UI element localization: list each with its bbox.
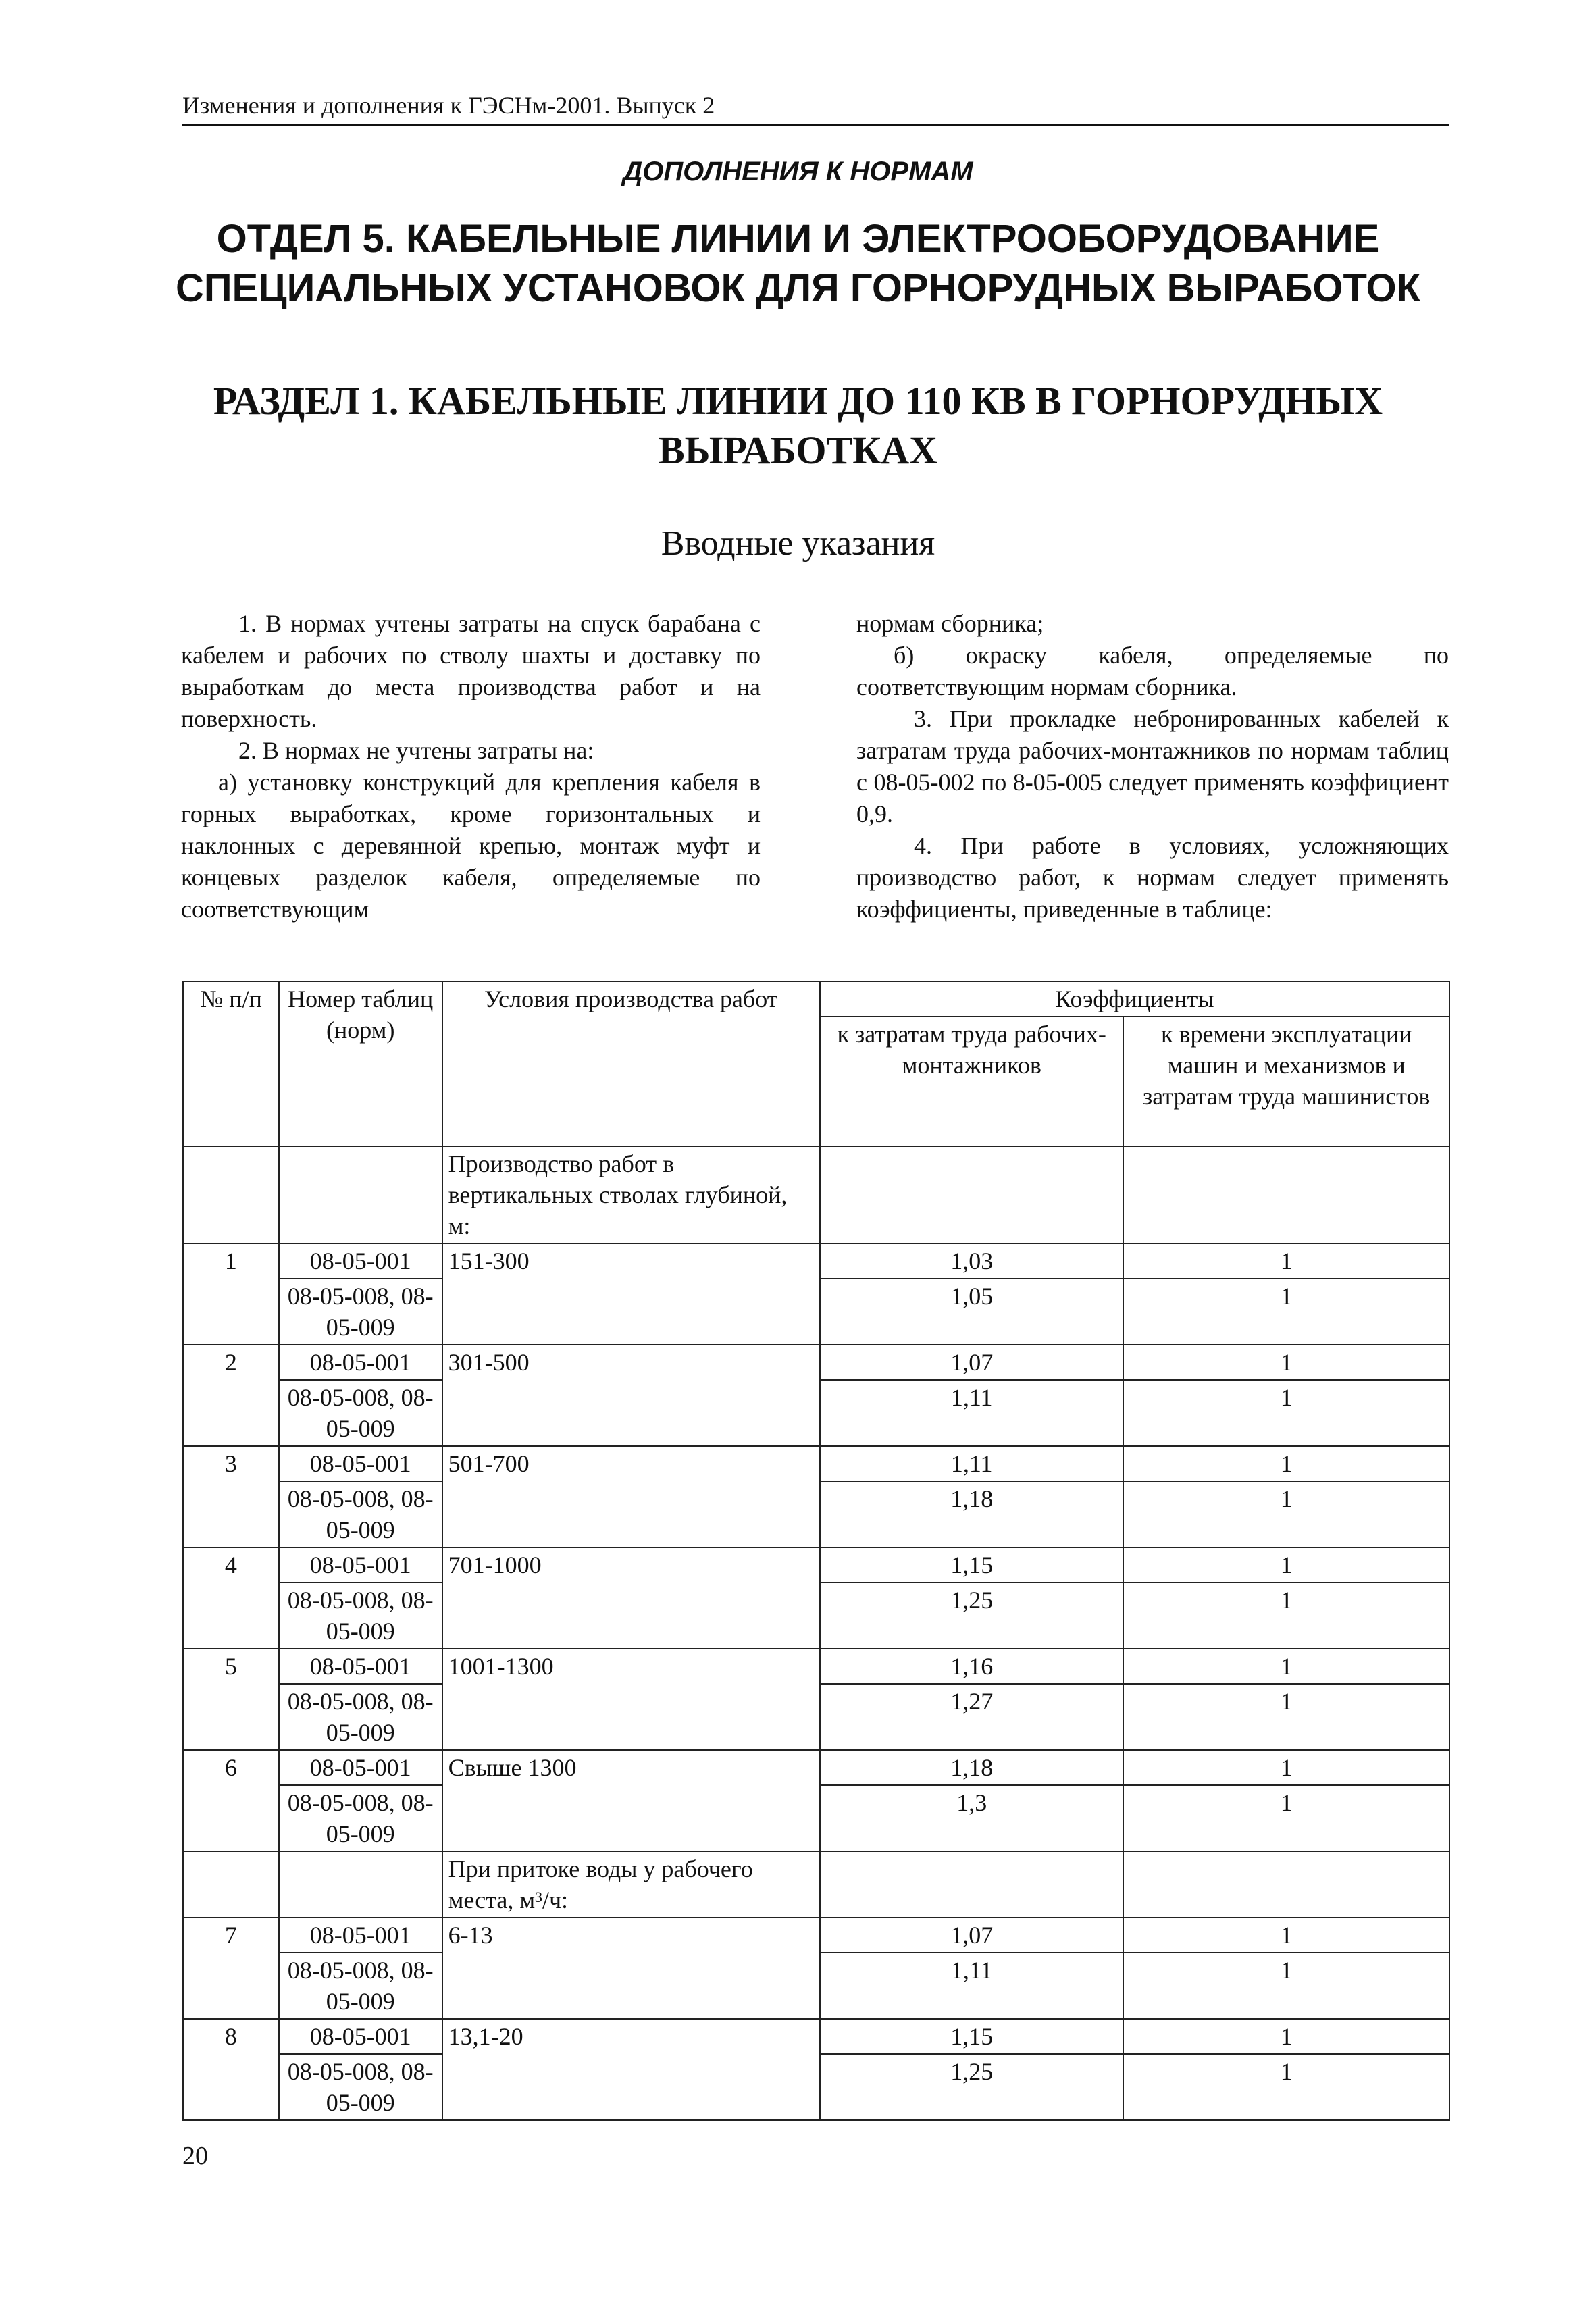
page-number: 20: [182, 2142, 208, 2170]
row-number: 4: [183, 1547, 279, 1649]
row-number: 7: [183, 1918, 279, 2019]
row-coef-machines: 1: [1123, 1345, 1449, 1380]
table-row: [183, 2019, 1449, 2054]
row-table-code: 08-05-001: [279, 2019, 442, 2054]
row-coef-labor: 1,18: [820, 1750, 1124, 1785]
row-number: 2: [183, 1345, 279, 1446]
row-table-code: 08-05-001: [279, 1918, 442, 1953]
section-title: [0, 377, 1596, 475]
row-coef-machines: 1: [1123, 2019, 1449, 2054]
row-coef-machines: 1: [1123, 1918, 1449, 1953]
row-condition: 6-13: [442, 1918, 820, 2019]
group-row: [183, 1851, 1449, 1918]
row-coef-labor: 1,25: [820, 2054, 1124, 2120]
row-table-code: 08-05-008, 08-05-009: [279, 1380, 442, 1446]
row-number: 8: [183, 2019, 279, 2120]
intro-paragraph-2a: а) установку конструкций для крепления кабеля в горных выработках, кроме горизонтальных и наклонных с деревянной крепью, монтаж муфт и концевых разделок кабеля, определяемые по соответствующим: [181, 769, 761, 923]
row-coef-labor: 1,27: [820, 1684, 1124, 1750]
row-coef-machines: 1: [1123, 1583, 1449, 1649]
table-row: [183, 1446, 1449, 1481]
row-condition: 701-1000: [442, 1547, 820, 1649]
row-coef-machines: 1: [1123, 2054, 1449, 2120]
row-table-code: 08-05-001: [279, 1649, 442, 1684]
header-coef-machines: к времени эксплуатации машин и механизмов и затратам труда машинистов: [1123, 1017, 1449, 1146]
row-number: 3: [183, 1446, 279, 1547]
row-coef-machines: 1: [1123, 1446, 1449, 1481]
intro-paragraph-1: 1. В нормах учтены затраты на спуск барабана с кабелем и рабочих по стволу шахты и доставку по выработкам до места производства работ и на поверхность.: [181, 610, 761, 732]
running-header: Изменения и дополнения к ГЭСНм-2001. Выпуск 2: [182, 91, 1449, 126]
row-coef-labor: 1,15: [820, 1547, 1124, 1583]
row-table-code: 08-05-008, 08-05-009: [279, 2054, 442, 2120]
table-row: [183, 1243, 1449, 1279]
section-title-line-1: РАЗДЕЛ 1. КАБЕЛЬНЫЕ ЛИНИИ ДО 110 КВ В ГОРНОРУДНЫХ: [213, 379, 1383, 423]
group-label-water: При притоке воды у рабочего места, м³/ч:: [442, 1851, 820, 1918]
row-table-code: 08-05-008, 08-05-009: [279, 1279, 442, 1345]
row-table-code: 08-05-001: [279, 1750, 442, 1785]
row-coef-labor: 1,07: [820, 1918, 1124, 1953]
row-number: 5: [183, 1649, 279, 1750]
row-coef-machines: 1: [1123, 1953, 1449, 2019]
table-header-row: [183, 981, 1449, 1017]
section-title-line-2: ВЫРАБОТКАХ: [658, 428, 938, 472]
row-condition: Свыше 1300: [442, 1750, 820, 1851]
row-table-code: 08-05-001: [279, 1547, 442, 1583]
table-row: [183, 1750, 1449, 1785]
row-coef-machines: 1: [1123, 1547, 1449, 1583]
header-tables: Номер таблиц (норм): [279, 981, 442, 1146]
row-table-code: 08-05-008, 08-05-009: [279, 1684, 442, 1750]
intro-right-column: [856, 608, 1449, 925]
header-coef-labor: к затратам труда рабочих-монтажников: [820, 1017, 1124, 1146]
row-coef-labor: 1,16: [820, 1649, 1124, 1684]
department-title-line-1: ОТДЕЛ 5. КАБЕЛЬНЫЕ ЛИНИИ И ЭЛЕКТРООБОРУДОВАНИЕ: [216, 217, 1380, 261]
table-row: [183, 1649, 1449, 1684]
row-table-code: 08-05-008, 08-05-009: [279, 1953, 442, 2019]
row-condition: 301-500: [442, 1345, 820, 1446]
table-row: [183, 1345, 1449, 1380]
row-table-code: 08-05-001: [279, 1243, 442, 1279]
row-coef-machines: 1: [1123, 1684, 1449, 1750]
row-coef-labor: 1,05: [820, 1279, 1124, 1345]
department-title: [0, 215, 1596, 313]
row-number: 6: [183, 1750, 279, 1851]
row-table-code: 08-05-001: [279, 1446, 442, 1481]
row-table-code: 08-05-008, 08-05-009: [279, 1481, 442, 1547]
intro-paragraph-3: 3. При прокладке небронированных кабелей к затратам труда рабочих-монтажников по нормам таблиц с 08-05-002 по 8-05-005 следует применять коэффициент 0,9.: [856, 705, 1449, 827]
header-num: № п/п: [183, 981, 279, 1146]
row-coef-labor: 1,15: [820, 2019, 1124, 2054]
row-coef-labor: 1,11: [820, 1446, 1124, 1481]
header-conditions: Условия производства работ: [442, 981, 820, 1146]
intro-paragraph-2a-cont: нормам сборника;: [856, 610, 1044, 637]
group-label-shafts: Производство работ в вертикальных стволах глубиной, м:: [442, 1146, 820, 1243]
row-coef-labor: 1,18: [820, 1481, 1124, 1547]
row-coef-labor: 1,03: [820, 1243, 1124, 1279]
department-title-line-2: СПЕЦИАЛЬНЫХ УСТАНОВОК ДЛЯ ГОРНОРУДНЫХ ВЫРАБОТОК: [175, 265, 1421, 310]
row-coef-labor: 1,11: [820, 1953, 1124, 2019]
intro-paragraph-4: 4. При работе в условиях, усложняющих производство работ, к нормам следует применять коэффициенты, приведенные в таблице:: [856, 832, 1449, 923]
header-coefficients: Коэффициенты: [820, 981, 1449, 1017]
table-row: [183, 1918, 1449, 1953]
row-table-code: 08-05-008, 08-05-009: [279, 1583, 442, 1649]
row-coef-machines: 1: [1123, 1279, 1449, 1345]
row-table-code: 08-05-008, 08-05-009: [279, 1785, 442, 1851]
row-condition: 1001-1300: [442, 1649, 820, 1750]
group-body-shafts: [183, 1243, 1449, 1851]
row-number: 1: [183, 1243, 279, 1345]
intro-paragraph-2: 2. В нормах не учтены затраты на:: [238, 737, 594, 764]
row-condition: 151-300: [442, 1243, 820, 1345]
intro-heading: Вводные указания: [661, 524, 935, 563]
coefficients-table: [182, 981, 1450, 2121]
group-row: [183, 1146, 1449, 1243]
row-coef-machines: 1: [1123, 1785, 1449, 1851]
group-body-water: [183, 1918, 1449, 2120]
intro-paragraph-2b: б) окраску кабеля, определяемые по соответствующим нормам сборника.: [856, 642, 1449, 700]
table-row: [183, 1547, 1449, 1583]
row-coef-machines: 1: [1123, 1243, 1449, 1279]
row-condition: 501-700: [442, 1446, 820, 1547]
row-coef-machines: 1: [1123, 1649, 1449, 1684]
row-coef-labor: 1,07: [820, 1345, 1124, 1380]
row-coef-machines: 1: [1123, 1380, 1449, 1446]
intro-left-column: [181, 608, 761, 925]
row-condition: 13,1-20: [442, 2019, 820, 2120]
row-coef-labor: 1,3: [820, 1785, 1124, 1851]
row-coef-machines: 1: [1123, 1481, 1449, 1547]
supplement-title: ДОПОЛНЕНИЯ К НОРМАМ: [623, 157, 973, 186]
row-coef-labor: 1,11: [820, 1380, 1124, 1446]
row-table-code: 08-05-001: [279, 1345, 442, 1380]
row-coef-labor: 1,25: [820, 1583, 1124, 1649]
row-coef-machines: 1: [1123, 1750, 1449, 1785]
